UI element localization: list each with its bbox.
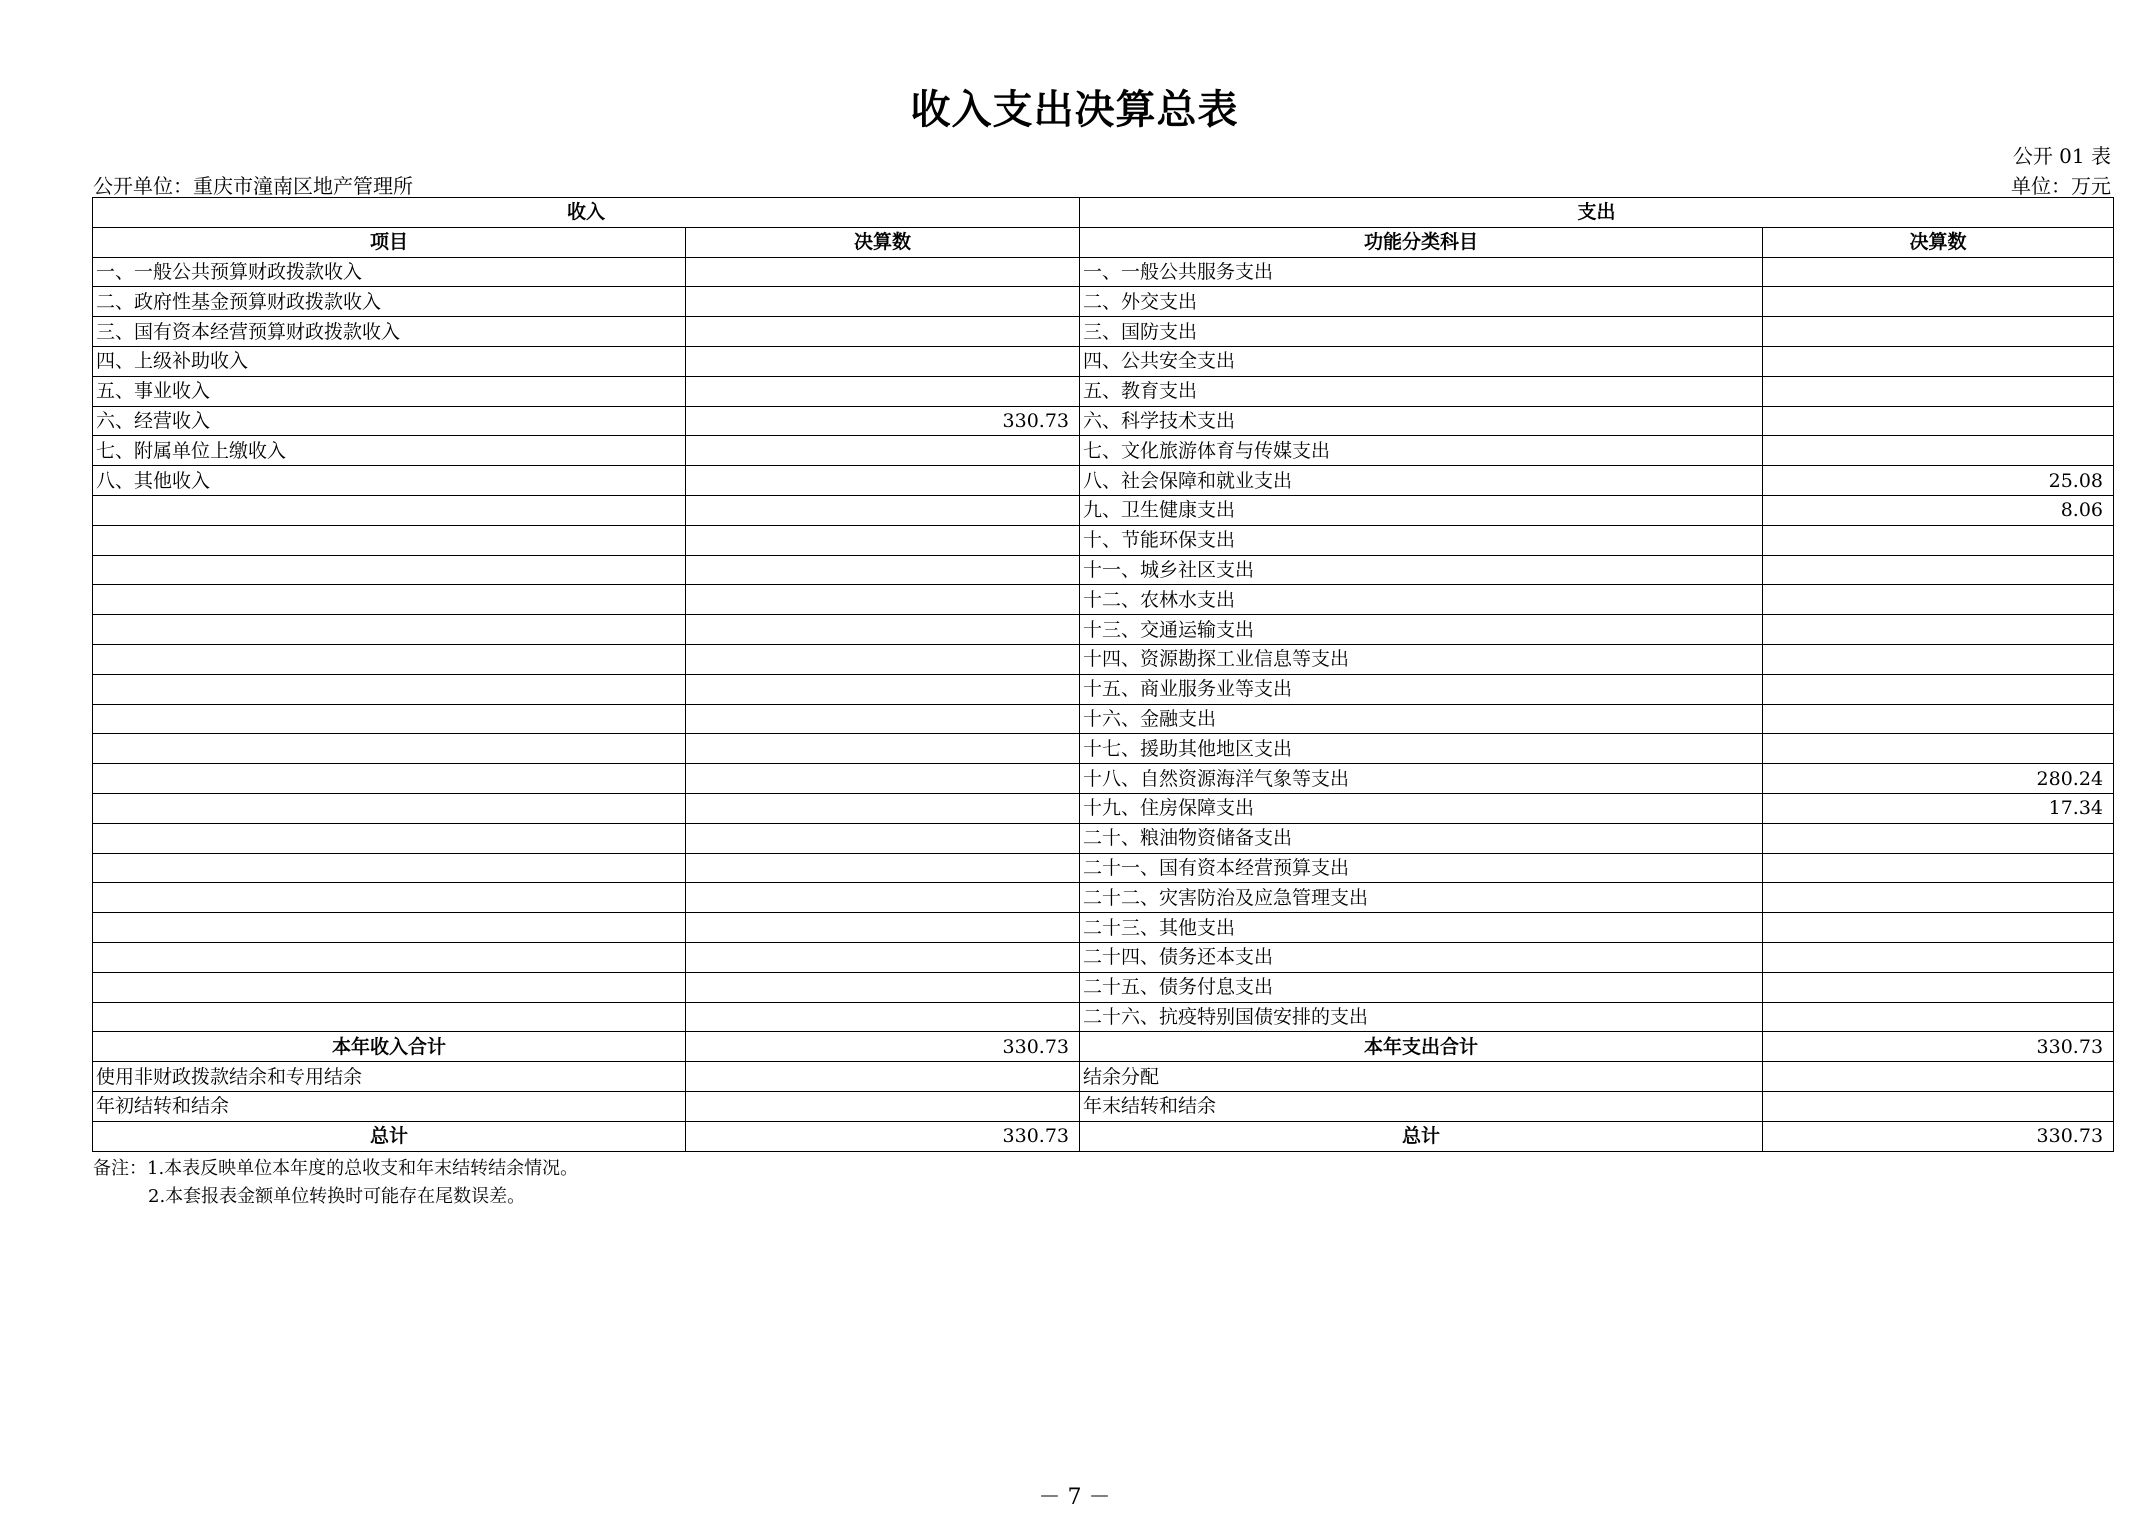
income-item-cell xyxy=(93,972,686,1002)
expense-section-header: 支出 xyxy=(1080,198,2114,228)
table-row xyxy=(93,674,2114,704)
expense-amount-cell xyxy=(1763,913,2114,943)
income-amount-cell xyxy=(686,287,1080,317)
expense-item-cell: 二十四、债务还本支出 xyxy=(1080,942,1763,972)
expense-amount-cell xyxy=(1763,615,2114,645)
income-amount-cell xyxy=(686,853,1080,883)
table-row xyxy=(93,525,2114,555)
income-amount-cell xyxy=(686,674,1080,704)
expense-item-cell: 二十六、抗疫特别国债安排的支出 xyxy=(1080,1002,1763,1032)
income-item-cell xyxy=(93,913,686,943)
expense-item-cell: 二、外交支出 xyxy=(1080,287,1763,317)
expense-item-cell: 三、国防支出 xyxy=(1080,317,1763,347)
expense-amount-cell xyxy=(1763,704,2114,734)
income-amount-cell xyxy=(686,1062,1080,1092)
expense-item-cell: 二十一、国有资本经营预算支出 xyxy=(1080,853,1763,883)
section-header-row xyxy=(93,198,2114,228)
page-title: 收入支出决算总表 xyxy=(910,87,1239,133)
expense-amount-cell xyxy=(1763,674,2114,704)
expense-amount-cell xyxy=(1763,406,2114,436)
expense-item-cell: 七、文化旅游体育与传媒支出 xyxy=(1080,436,1763,466)
income-item-cell xyxy=(93,555,686,585)
expense-item-cell: 四、公共安全支出 xyxy=(1080,346,1763,376)
expense-item-cell: 十一、城乡社区支出 xyxy=(1080,555,1763,585)
expense-item-cell: 十二、农林水支出 xyxy=(1080,585,1763,615)
table-row xyxy=(93,495,2114,525)
page-number: － 7 － xyxy=(1038,1485,1111,1510)
income-amount-cell xyxy=(686,495,1080,525)
expense-item-header: 功能分类科目 xyxy=(1080,227,1763,257)
income-amount-cell xyxy=(686,466,1080,496)
income-item-cell xyxy=(93,883,686,913)
income-amount-cell xyxy=(686,704,1080,734)
expense-total-amount: 330.73 xyxy=(1763,1032,2114,1062)
income-item-cell xyxy=(93,585,686,615)
income-amount-cell xyxy=(686,942,1080,972)
table-row xyxy=(93,376,2114,406)
income-item-cell xyxy=(93,615,686,645)
income-amount-cell xyxy=(686,436,1080,466)
expense-amount-cell xyxy=(1763,287,2114,317)
expense-amount-cell xyxy=(1763,644,2114,674)
expense-amount-header: 决算数 xyxy=(1763,227,2114,257)
income-item-cell xyxy=(93,734,686,764)
income-amount-cell xyxy=(686,644,1080,674)
expense-item-cell: 结余分配 xyxy=(1080,1062,1763,1092)
income-item-cell xyxy=(93,1002,686,1032)
income-item-cell xyxy=(93,674,686,704)
income-amount-cell xyxy=(686,555,1080,585)
grand-total-row xyxy=(93,1121,2114,1151)
income-total-label: 总计 xyxy=(93,1121,686,1151)
income-amount-cell xyxy=(686,972,1080,1002)
expense-amount-cell xyxy=(1763,346,2114,376)
expense-item-cell: 十、节能环保支出 xyxy=(1080,525,1763,555)
table-row xyxy=(93,853,2114,883)
expense-item-cell: 十三、交通运输支出 xyxy=(1080,615,1763,645)
table-row xyxy=(93,793,2114,823)
expense-item-cell: 十四、资源勘探工业信息等支出 xyxy=(1080,644,1763,674)
income-item-cell: 年初结转和结余 xyxy=(93,1091,686,1121)
table-row xyxy=(93,644,2114,674)
expense-item-cell: 五、教育支出 xyxy=(1080,376,1763,406)
income-item-cell xyxy=(93,853,686,883)
expense-item-cell: 二十、粮油物资储备支出 xyxy=(1080,823,1763,853)
table-row xyxy=(93,1062,2114,1092)
income-amount-cell xyxy=(686,615,1080,645)
table-row xyxy=(93,287,2114,317)
income-amount-cell xyxy=(686,883,1080,913)
expense-item-cell: 八、社会保障和就业支出 xyxy=(1080,466,1763,496)
table-row xyxy=(93,585,2114,615)
income-amount-cell xyxy=(686,257,1080,287)
table-row xyxy=(93,734,2114,764)
expense-amount-cell: 8.06 xyxy=(1763,495,2114,525)
income-amount-cell xyxy=(686,346,1080,376)
currency-unit: 单位：万元 xyxy=(2011,174,2111,198)
expense-amount-cell xyxy=(1763,1002,2114,1032)
expense-amount-cell xyxy=(1763,734,2114,764)
expense-amount-cell xyxy=(1763,525,2114,555)
income-amount-cell xyxy=(686,317,1080,347)
annual-subtotal-row xyxy=(93,1032,2114,1062)
table-row xyxy=(93,406,2114,436)
income-item-cell xyxy=(93,495,686,525)
income-total-amount: 330.73 xyxy=(686,1121,1080,1151)
expense-amount-cell: 25.08 xyxy=(1763,466,2114,496)
column-header-row xyxy=(93,227,2114,257)
expense-amount-cell: 17.34 xyxy=(1763,793,2114,823)
income-item-cell: 七、附属单位上缴收入 xyxy=(93,436,686,466)
income-amount-cell xyxy=(686,376,1080,406)
reporting-unit: 公开单位：重庆市潼南区地产管理所 xyxy=(93,174,413,198)
expense-total-label: 总计 xyxy=(1080,1121,1763,1151)
income-amount-header: 决算数 xyxy=(686,227,1080,257)
notes xyxy=(93,1155,578,1211)
note-1: 备注：1.本表反映单位本年度的总收支和年末结转结余情况。 xyxy=(93,1158,579,1179)
income-item-cell: 三、国有资本经营预算财政拨款收入 xyxy=(93,317,686,347)
table-row xyxy=(93,764,2114,794)
income-amount-cell xyxy=(686,1002,1080,1032)
table-row xyxy=(93,555,2114,585)
expense-item-cell: 十八、自然资源海洋气象等支出 xyxy=(1080,764,1763,794)
expense-item-cell: 年末结转和结余 xyxy=(1080,1091,1763,1121)
table-row xyxy=(93,317,2114,347)
expense-amount-cell xyxy=(1763,972,2114,1002)
income-amount-cell xyxy=(686,913,1080,943)
expense-total-label: 本年支出合计 xyxy=(1080,1032,1763,1062)
table-row xyxy=(93,346,2114,376)
table-row xyxy=(93,913,2114,943)
expense-item-cell: 十六、金融支出 xyxy=(1080,704,1763,734)
expense-item-cell: 一、一般公共服务支出 xyxy=(1080,257,1763,287)
expense-item-cell: 二十二、灾害防治及应急管理支出 xyxy=(1080,883,1763,913)
expense-amount-cell xyxy=(1763,257,2114,287)
table-row xyxy=(93,436,2114,466)
expense-amount-cell xyxy=(1763,853,2114,883)
income-expense-table xyxy=(92,197,2114,1152)
table-number: 公开 01 表 xyxy=(2012,144,2111,168)
income-amount-cell xyxy=(686,764,1080,794)
table-row xyxy=(93,883,2114,913)
expense-amount-cell xyxy=(1763,376,2114,406)
income-item-cell xyxy=(93,764,686,794)
income-amount-cell xyxy=(686,793,1080,823)
expense-amount-cell xyxy=(1763,883,2114,913)
expense-item-cell: 九、卫生健康支出 xyxy=(1080,495,1763,525)
income-total-label: 本年收入合计 xyxy=(93,1032,686,1062)
income-amount-cell: 330.73 xyxy=(686,406,1080,436)
expense-amount-cell xyxy=(1763,585,2114,615)
income-item-cell xyxy=(93,942,686,972)
table-row xyxy=(93,972,2114,1002)
expense-total-amount: 330.73 xyxy=(1763,1121,2114,1151)
income-amount-cell xyxy=(686,734,1080,764)
expense-amount-cell xyxy=(1763,823,2114,853)
expense-item-cell: 二十五、债务付息支出 xyxy=(1080,972,1763,1002)
expense-item-cell: 十五、商业服务业等支出 xyxy=(1080,674,1763,704)
expense-amount-cell xyxy=(1763,1091,2114,1121)
income-item-header: 项目 xyxy=(93,227,686,257)
note-2: 2.本套报表金额单位转换时可能存在尾数误差。 xyxy=(148,1186,526,1207)
table-row xyxy=(93,1091,2114,1121)
income-item-cell: 六、经营收入 xyxy=(93,406,686,436)
income-item-cell: 五、事业收入 xyxy=(93,376,686,406)
table-row xyxy=(93,1002,2114,1032)
expense-item-cell: 二十三、其他支出 xyxy=(1080,913,1763,943)
income-item-cell xyxy=(93,525,686,555)
table-row xyxy=(93,942,2114,972)
table-row xyxy=(93,704,2114,734)
expense-amount-cell: 280.24 xyxy=(1763,764,2114,794)
table-row xyxy=(93,615,2114,645)
income-item-cell xyxy=(93,644,686,674)
table-row xyxy=(93,466,2114,496)
expense-amount-cell xyxy=(1763,317,2114,347)
income-item-cell xyxy=(93,704,686,734)
income-section-header: 收入 xyxy=(93,198,1080,228)
expense-amount-cell xyxy=(1763,1062,2114,1092)
income-item-cell xyxy=(93,823,686,853)
income-amount-cell xyxy=(686,823,1080,853)
income-total-amount: 330.73 xyxy=(686,1032,1080,1062)
expense-amount-cell xyxy=(1763,555,2114,585)
income-item-cell: 八、其他收入 xyxy=(93,466,686,496)
income-item-cell: 使用非财政拨款结余和专用结余 xyxy=(93,1062,686,1092)
income-amount-cell xyxy=(686,1091,1080,1121)
expense-amount-cell xyxy=(1763,436,2114,466)
income-item-cell: 二、政府性基金预算财政拨款收入 xyxy=(93,287,686,317)
expense-item-cell: 十七、援助其他地区支出 xyxy=(1080,734,1763,764)
income-item-cell: 一、一般公共预算财政拨款收入 xyxy=(93,257,686,287)
table-row xyxy=(93,823,2114,853)
income-item-cell xyxy=(93,793,686,823)
expense-item-cell: 六、科学技术支出 xyxy=(1080,406,1763,436)
expense-amount-cell xyxy=(1763,942,2114,972)
expense-item-cell: 十九、住房保障支出 xyxy=(1080,793,1763,823)
table-row xyxy=(93,257,2114,287)
income-amount-cell xyxy=(686,525,1080,555)
income-amount-cell xyxy=(686,585,1080,615)
income-item-cell: 四、上级补助收入 xyxy=(93,346,686,376)
